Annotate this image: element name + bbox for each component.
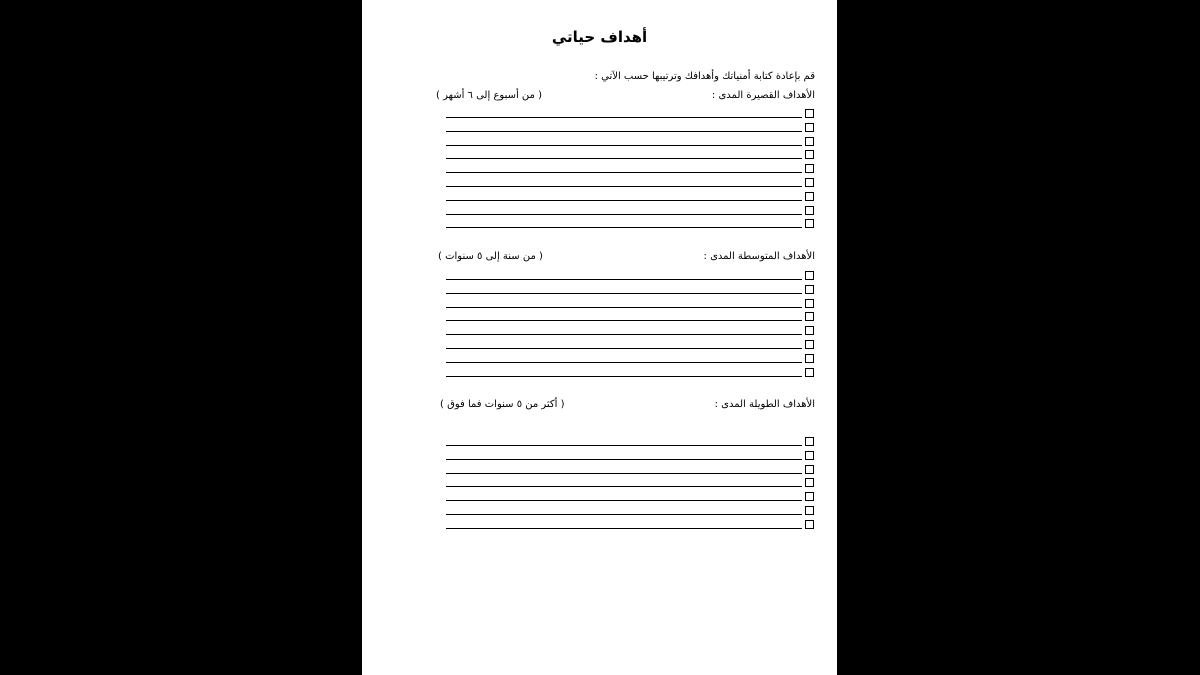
goal-write-line[interactable] xyxy=(446,528,802,529)
goal-row xyxy=(446,311,814,321)
goal-checkbox[interactable] xyxy=(805,123,814,132)
goal-row xyxy=(446,270,814,280)
goal-write-line[interactable] xyxy=(446,486,802,487)
goal-row xyxy=(446,450,814,460)
goal-checkbox[interactable] xyxy=(805,451,814,460)
goal-row xyxy=(446,477,814,487)
goal-checkbox[interactable] xyxy=(805,506,814,515)
goal-checkbox[interactable] xyxy=(805,437,814,446)
goal-row xyxy=(446,136,814,146)
goal-row xyxy=(446,464,814,474)
long-term-goals-range: ( أكثر من ٥ سنوات فما فوق ) xyxy=(440,399,565,410)
goal-checkbox[interactable] xyxy=(805,219,814,228)
goal-checkbox[interactable] xyxy=(805,285,814,294)
goal-checkbox[interactable] xyxy=(805,109,814,118)
goal-checkbox[interactable] xyxy=(805,340,814,349)
page-title: أهداف حياتي xyxy=(551,28,648,46)
goal-write-line[interactable] xyxy=(446,307,802,308)
goal-row xyxy=(446,163,814,173)
goal-checkbox[interactable] xyxy=(805,478,814,487)
goal-write-line[interactable] xyxy=(446,145,802,146)
medium-term-goals-label: الأهداف المتوسطة المدى : xyxy=(703,251,815,262)
goal-write-line[interactable] xyxy=(446,214,802,215)
goal-checkbox[interactable] xyxy=(805,326,814,335)
goal-write-line[interactable] xyxy=(446,279,802,280)
goal-write-line[interactable] xyxy=(446,131,802,132)
goal-write-line[interactable] xyxy=(446,334,802,335)
goal-checkbox[interactable] xyxy=(805,178,814,187)
goal-row xyxy=(446,284,814,294)
goal-row xyxy=(446,122,814,132)
goal-checkbox[interactable] xyxy=(805,271,814,280)
goal-row xyxy=(446,108,814,118)
goal-row xyxy=(446,218,814,228)
goal-row xyxy=(446,436,814,446)
goal-write-line[interactable] xyxy=(446,473,802,474)
goal-checkbox[interactable] xyxy=(805,137,814,146)
goal-row xyxy=(446,505,814,515)
goal-row xyxy=(446,177,814,187)
goal-row xyxy=(446,149,814,159)
goal-checkbox[interactable] xyxy=(805,164,814,173)
goal-row xyxy=(446,325,814,335)
goal-write-line[interactable] xyxy=(446,459,802,460)
goal-row xyxy=(446,191,814,201)
goal-checkbox[interactable] xyxy=(805,492,814,501)
goal-write-line[interactable] xyxy=(446,186,802,187)
goal-write-line[interactable] xyxy=(446,514,802,515)
goal-checkbox[interactable] xyxy=(805,206,814,215)
document-page xyxy=(362,0,837,675)
short-term-goals-label: الأهداف القصيرة المدى : xyxy=(711,90,815,101)
goal-row xyxy=(446,367,814,377)
goal-checkbox[interactable] xyxy=(805,368,814,377)
goal-row xyxy=(446,298,814,308)
goal-write-line[interactable] xyxy=(446,227,802,228)
goal-write-line[interactable] xyxy=(446,172,802,173)
goal-write-line[interactable] xyxy=(446,445,802,446)
goal-write-line[interactable] xyxy=(446,500,802,501)
goal-row xyxy=(446,519,814,529)
short-term-goals-range: ( من أسبوع إلى ٦ أشهر ) xyxy=(436,90,542,101)
goal-row xyxy=(446,353,814,363)
goal-checkbox[interactable] xyxy=(805,520,814,529)
goal-write-line[interactable] xyxy=(446,348,802,349)
medium-term-goals-range: ( من سنة إلى ٥ سنوات ) xyxy=(438,251,543,262)
goal-write-line[interactable] xyxy=(446,200,802,201)
goal-row xyxy=(446,491,814,501)
goal-checkbox[interactable] xyxy=(805,465,814,474)
goal-write-line[interactable] xyxy=(446,293,802,294)
goal-write-line[interactable] xyxy=(446,362,802,363)
long-term-goals-label: الأهداف الطويلة المدى : xyxy=(714,399,815,410)
goal-row xyxy=(446,205,814,215)
goal-checkbox[interactable] xyxy=(805,192,814,201)
goal-write-line[interactable] xyxy=(446,158,802,159)
goal-row xyxy=(446,339,814,349)
instructions-text: قم بإعادة كتابة أمنياتك وأهدافك وترتيبها حسب الآتي : xyxy=(594,71,815,82)
goal-write-line[interactable] xyxy=(446,320,802,321)
goal-checkbox[interactable] xyxy=(805,299,814,308)
goal-checkbox[interactable] xyxy=(805,150,814,159)
goal-checkbox[interactable] xyxy=(805,354,814,363)
goal-checkbox[interactable] xyxy=(805,312,814,321)
goal-write-line[interactable] xyxy=(446,117,802,118)
goal-write-line[interactable] xyxy=(446,376,802,377)
